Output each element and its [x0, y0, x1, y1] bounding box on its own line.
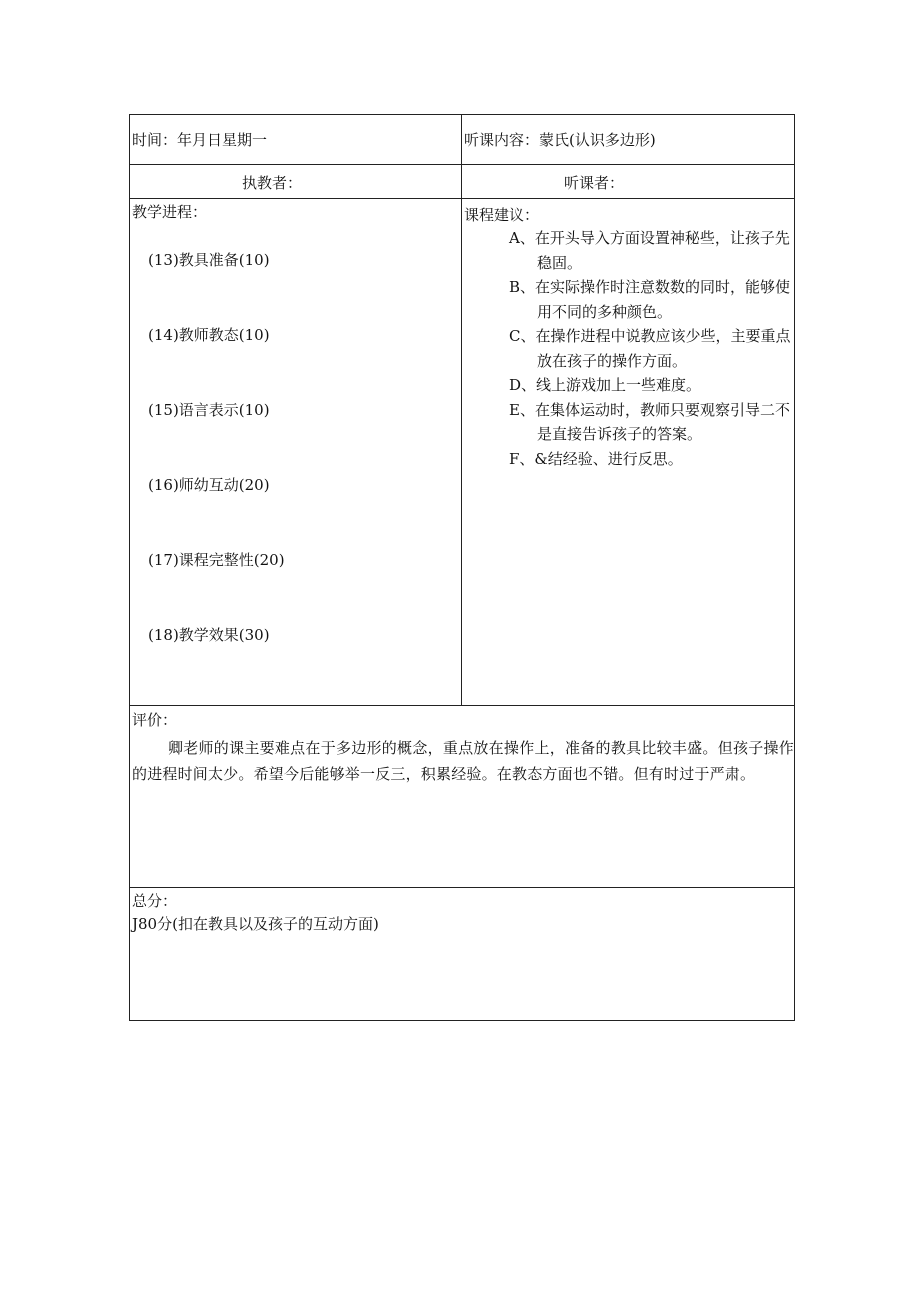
suggestion-item: C、在操作进程中说教应该少些，主要重点放在孩子的操作方面。 — [509, 327, 791, 370]
row-divider-roles — [130, 198, 794, 199]
lesson-content-label: 听课内容：蒙氏(认识多边形) — [464, 131, 656, 149]
suggestions-title: 课程建议： — [464, 206, 540, 224]
process-item: (16)师幼互动(20) — [148, 476, 270, 494]
teacher-label: 执教者： — [242, 174, 303, 192]
evaluation-title: 评价： — [132, 711, 178, 729]
process-title: 教学进程： — [132, 203, 208, 221]
row-divider-header — [130, 164, 794, 165]
suggestion-item: F、&结经验、进行反思。 — [509, 449, 683, 468]
process-item: (13)教具准备(10) — [148, 251, 270, 269]
score-title: 总分： — [132, 892, 178, 910]
suggestion-item: A、在开头导入方面设置神秘些，让孩子先稳固。 — [509, 229, 790, 272]
listener-label: 听课者： — [564, 174, 625, 192]
row-divider-evaluation — [130, 887, 794, 888]
column-divider — [461, 115, 462, 705]
process-item: (18)教学效果(30) — [148, 626, 270, 644]
suggestion-item: B、在实际操作时注意数数的同时，能够使用不同的多种颜色。 — [509, 278, 791, 321]
score-text: J80分(扣在教具以及孩子的互动方面) — [132, 915, 379, 933]
evaluation-text: 卿老师的课主要难点在于多边形的概念，重点放在操作上，准备的教具比较丰盛。但孩子操作的进程时间太少。希望今后能够举一反三，积累经验。在教态方面也不错。但有时过于严肃。 — [132, 739, 794, 783]
time-label: 时间：年月日星期一 — [132, 131, 268, 149]
row-divider-process — [130, 705, 794, 706]
evaluation-form-table — [129, 114, 795, 1021]
process-item: (17)课程完整性(20) — [148, 551, 285, 569]
suggestion-item: E、在集体运动时，教师只要观察引导二不是直接告诉孩子的答案。 — [509, 400, 790, 443]
process-item: (15)语言表示(10) — [148, 401, 270, 419]
suggestions-list — [509, 226, 794, 471]
process-item: (14)教师教态(10) — [148, 326, 270, 344]
suggestion-item: D、线上游戏加上一些难度。 — [509, 376, 702, 394]
